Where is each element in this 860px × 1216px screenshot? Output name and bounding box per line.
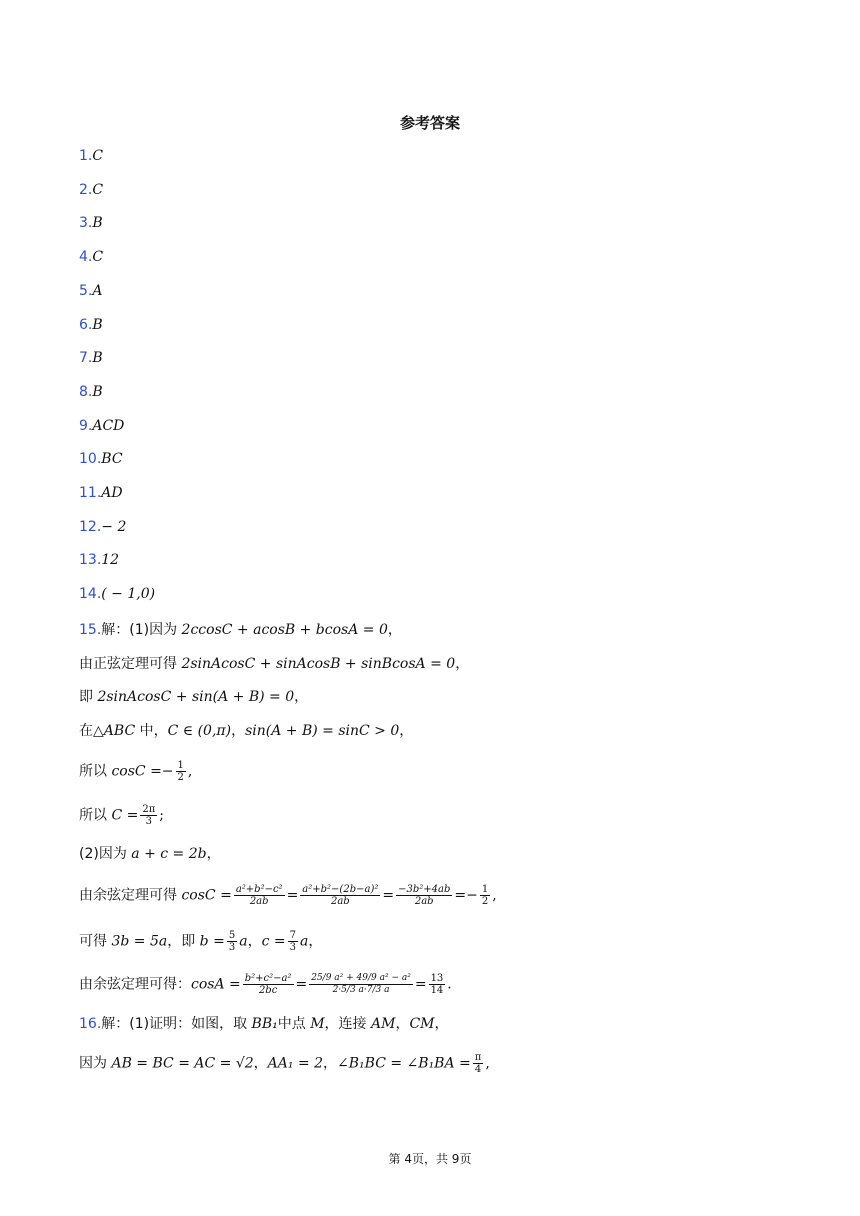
q15-line-8: 由余弦定理可得 cosC = $\frac{\text{a²+b²−c²}}{2ab}$ = $\frac{\text{a²+b²−(2b−a)²}}{2ab}$ = $\frac{\text{−3b²+4ab}}{2ab}$ =− $\frac{1}{2}$ , [79, 884, 497, 907]
answer-text: ( − 1,0) [101, 586, 156, 603]
q15-line-5: 所以 cosC =− $\frac{1}{2}$ , [79, 760, 193, 783]
answer-text: B [92, 316, 103, 333]
answer-item [79, 348, 103, 368]
question-number: 6. [79, 316, 93, 333]
q16-line-2: 因为 AB = BC = AC = √2，AA₁ = 2，∠B₁BC = ∠B₁BA = $\frac{\pi}{4}$ , [79, 1052, 490, 1075]
answer-text: A [92, 282, 103, 299]
fraction: $\frac{13}{14}$ [430, 973, 444, 996]
q16-line-1: 16.解：(1)证明：如图，取 BB₁中点 M，连接 AM，CM， [79, 1016, 449, 1032]
fraction: $\frac{1}{2}$ [481, 884, 489, 907]
answer-item [79, 550, 119, 570]
fraction: $\frac{7}{3}$ [289, 930, 296, 953]
q15-line-4: 在△ABC 中，C ∈ (0,π)，sin(A + B) = sinC > 0， [79, 723, 414, 739]
question-number: 15. [79, 622, 102, 638]
answer-item [79, 517, 126, 537]
answer-item [79, 584, 155, 604]
q15-line-7: (2)因为 a + c = 2b， [79, 846, 221, 862]
answer-text: BC [101, 451, 123, 468]
question-number: 16. [79, 1016, 102, 1032]
fraction: $\frac{1}{2}$ [177, 760, 184, 783]
question-number: 1. [79, 148, 93, 164]
q15-line-9: 可得 3b = 5a，即 b = $\frac{5}{3}$ a，c = $\frac{7}{3}$ a， [79, 930, 323, 953]
fraction: $\frac{\text{a²+b²−(2b−a)²}}{2ab}$ [302, 884, 379, 907]
question-number: 4. [79, 249, 93, 266]
answer-text: C [92, 181, 104, 198]
fraction: $\frac{\text{−3b²+4ab}}{2ab}$ [398, 884, 451, 907]
answer-text: − 2 [101, 518, 127, 535]
answer-text: ACD [92, 417, 125, 434]
answer-item [79, 247, 103, 267]
answer-text: B [92, 383, 103, 400]
answer-item [79, 180, 103, 200]
fraction: $\frac{5}{3}$ [228, 930, 236, 953]
answer-text: C [92, 148, 104, 164]
q15-line-1: 15.解：(1)因为 2ccosC + acosB + bcosA = 0， [79, 622, 402, 638]
answer-item [79, 281, 102, 301]
q15-line-3: 即 2sinAcosC + sin(A + B) = 0， [79, 689, 309, 705]
question-number: 14. [79, 586, 102, 603]
question-number: 12. [79, 518, 102, 535]
answer-text: B [92, 350, 103, 367]
answer-text: 12 [101, 552, 120, 569]
answer-item [79, 315, 103, 335]
q15-line-2: 由正弦定理可得 2sinAcosC + sinAcosB + sinBcosA = 0， [79, 656, 470, 672]
question-number: 2. [79, 181, 93, 198]
answer-item [79, 213, 103, 233]
answer-item [79, 449, 123, 469]
answer-item [79, 146, 103, 166]
answer-item [79, 382, 103, 402]
answer-item [79, 483, 123, 503]
fraction: $\frac{\text{25/9 a² + 49/9 a² − a²}}{2\cdot 5/3 a\cdot 7/3 a}$ [311, 973, 411, 995]
question-number: 11. [79, 485, 102, 501]
page-title: 参考答案 [399, 114, 460, 132]
fraction: $\frac{\pi}{4}$ [474, 1052, 482, 1075]
answer-text: C [92, 249, 104, 266]
fraction: $\frac{\text{a²+b²−c²}}{2ab}$ [235, 884, 283, 907]
question-number: 5. [79, 282, 93, 299]
question-number: 3. [79, 215, 93, 232]
question-number: 13. [79, 552, 102, 569]
page-footer: 第 4页，共 9页 [388, 1152, 472, 1166]
question-number: 8. [79, 383, 93, 400]
answer-item [79, 416, 124, 436]
question-number: 9. [79, 417, 93, 434]
question-number: 7. [79, 350, 93, 367]
question-number: 10. [79, 451, 102, 468]
answer-text: B [92, 215, 103, 232]
q15-line-6: 所以 C = $\frac{2\pi}{3}$ ; [79, 804, 165, 827]
fraction: $\frac{2\pi}{3}$ [142, 804, 156, 827]
fraction: $\frac{\text{b²+c²−a²}}{2bc}$ [244, 973, 292, 996]
answer-text: AD [101, 485, 123, 501]
q15-line-10: 由余弦定理可得：cosA = $\frac{\text{b²+c²−a²}}{2bc}$ = $\frac{\text{25/9 a² + 49/9 a² − a²}}{2\cdot 5/3 a\cdot 7/3 a}$ = $\frac{13}{14}$ . [79, 973, 452, 996]
